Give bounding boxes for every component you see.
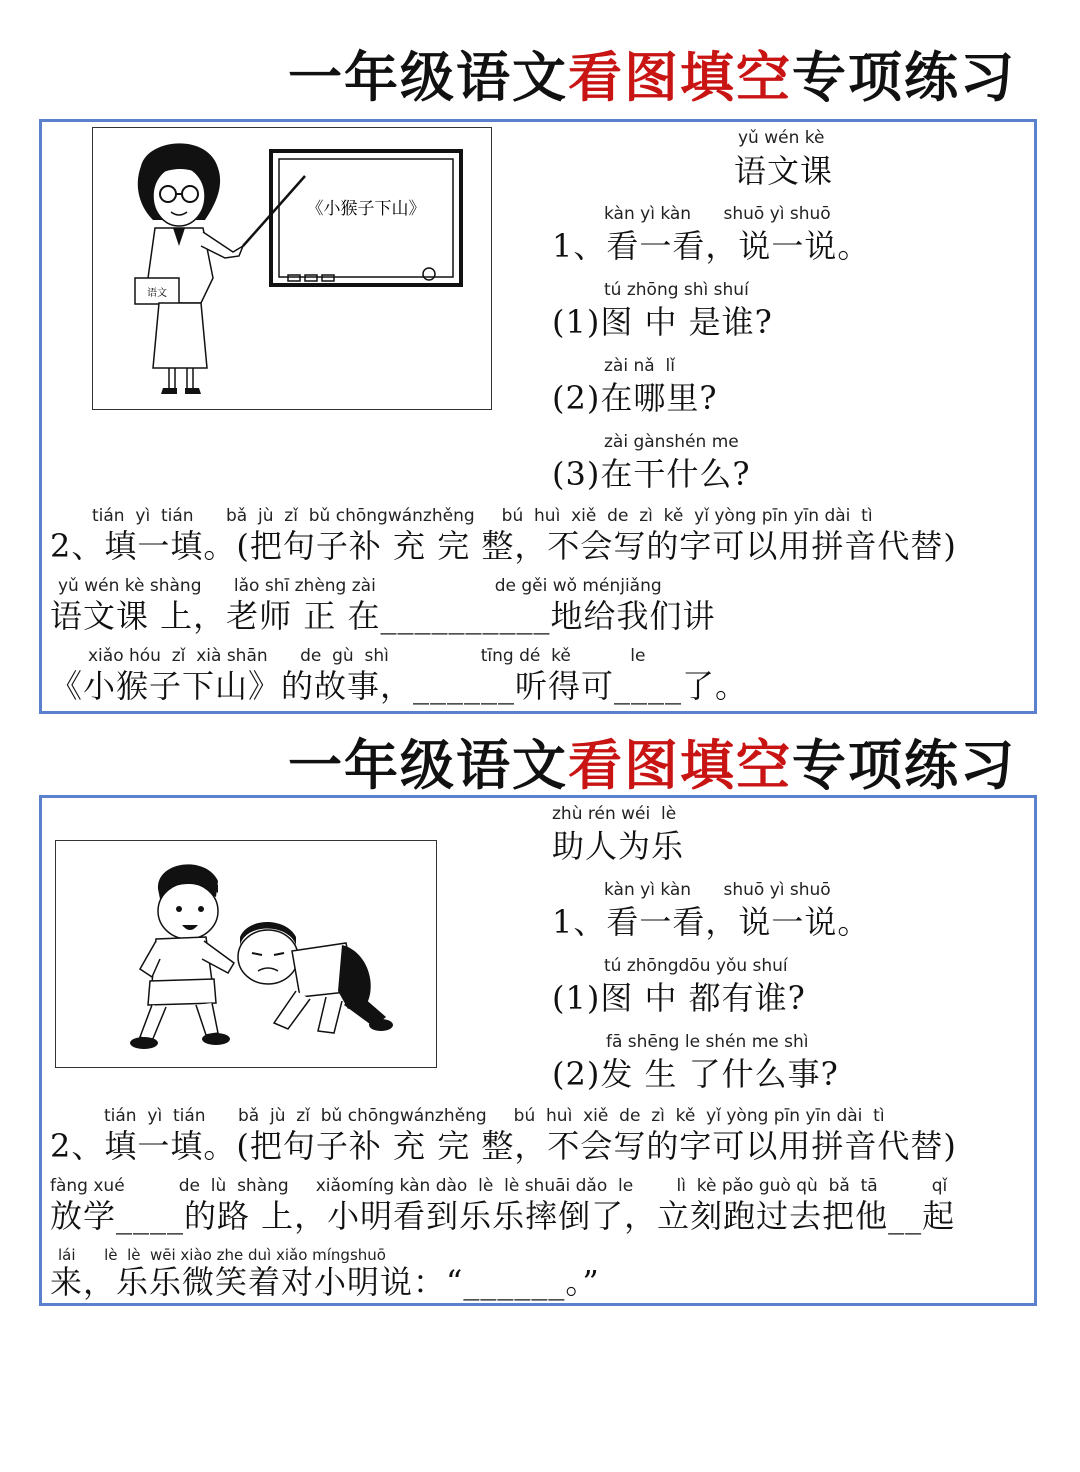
teacher-drawing — [93, 128, 491, 409]
subquestion2-2: (2)发 生 了什么事? — [552, 1055, 839, 1093]
title-part3: 专项练习 — [792, 45, 1016, 109]
title-part3: 专项练习 — [792, 733, 1016, 797]
question1: 1、看一看，说一说。 — [552, 227, 871, 265]
teacher-illustration — [92, 127, 492, 410]
heading-pinyin: yǔ wén kè — [738, 128, 825, 148]
subquestion1-pinyin-2: tú zhōngdōu yǒu shuí — [604, 956, 788, 976]
subquestion1: (1)图 中 是谁? — [552, 303, 773, 341]
question1-pinyin: kàn yì kàn shuō yì shuō — [604, 204, 831, 224]
question1-2: 1、看一看，说一说。 — [552, 903, 871, 941]
heading-pinyin-2: zhù rén wéi lè — [552, 804, 677, 824]
title-highlight: 看图填空 — [568, 45, 792, 109]
fill-line1: 语文课 上，老师 正 在__________地给我们讲 — [50, 597, 716, 635]
question2-pinyin: tián yì tián bǎ jù zǐ bǔ chōngwánzhěng bú huì xiě de zì kě yǐ yòng pīn yīn dài tì — [92, 506, 873, 526]
question2-pinyin-2: tián yì tián bǎ jù zǐ bǔ chōngwánzhěng bú huì xiě de zì kě yǐ yòng pīn yīn dài tì — [104, 1106, 885, 1126]
subquestion3: (3)在干什么? — [552, 455, 751, 493]
fill-line1-pinyin: yǔ wén kè shàng lǎo shī zhèng zài de gěi wǒ ménjiǎng — [58, 576, 662, 596]
page-title-2 — [288, 733, 1016, 797]
fill-line2: 《小猴子下山》的故事，______听得可____了。 — [50, 667, 749, 705]
fill-line1-pinyin-2: fàng xué de lù shàng xiǎomíng kàn dào lè lè shuāi dǎo le lì kè pǎo guò qù bǎ tā qǐ — [50, 1176, 948, 1196]
subquestion3-pinyin: zài gànshén me — [604, 432, 739, 452]
lesson-heading-2: 助人为乐 — [552, 827, 685, 865]
title-part1: 一年级语文 — [288, 733, 568, 797]
subquestion2-pinyin-2: fā shēng le shén me shì — [606, 1032, 809, 1052]
page-title — [288, 45, 1016, 109]
subquestion2-pinyin: zài nǎ lǐ — [604, 356, 675, 376]
fill-line2-pinyin: xiǎo hóu zǐ xià shān de gù shì tīng dé kě le — [88, 646, 646, 666]
subquestion1-2: (1)图 中 都有谁? — [552, 979, 806, 1017]
subquestion1-pinyin: tú zhōng shì shuí — [604, 280, 749, 300]
question2-2: 2、填一填。(把句子补 充 完 整，不会写的字可以用拼音代替) — [50, 1127, 957, 1165]
book-label: 语文 — [147, 288, 167, 299]
fill-line2-pinyin-2: lái lè lè wēi xiào zhe duì xiǎo míngshuō — [58, 1246, 386, 1264]
board-text: 《小猴子下山》 — [306, 199, 426, 219]
question1-pinyin-2: kàn yì kàn shuō yì shuō — [604, 880, 831, 900]
subquestion2: (2)在哪里? — [552, 379, 718, 417]
question2: 2、填一填。(把句子补 充 完 整，不会写的字可以用拼音代替) — [50, 527, 957, 565]
title-part1: 一年级语文 — [288, 45, 568, 109]
fill-line2-2: 来，乐乐微笑着对小明说：“______。” — [50, 1263, 600, 1301]
children-drawing — [56, 841, 436, 1067]
title-highlight: 看图填空 — [568, 733, 792, 797]
helping-illustration — [55, 840, 437, 1068]
fill-line1-2: 放学____的路 上，小明看到乐乐摔倒了，立刻跑过去把他__起 — [50, 1197, 956, 1235]
lesson-heading: 语文课 — [734, 152, 834, 190]
